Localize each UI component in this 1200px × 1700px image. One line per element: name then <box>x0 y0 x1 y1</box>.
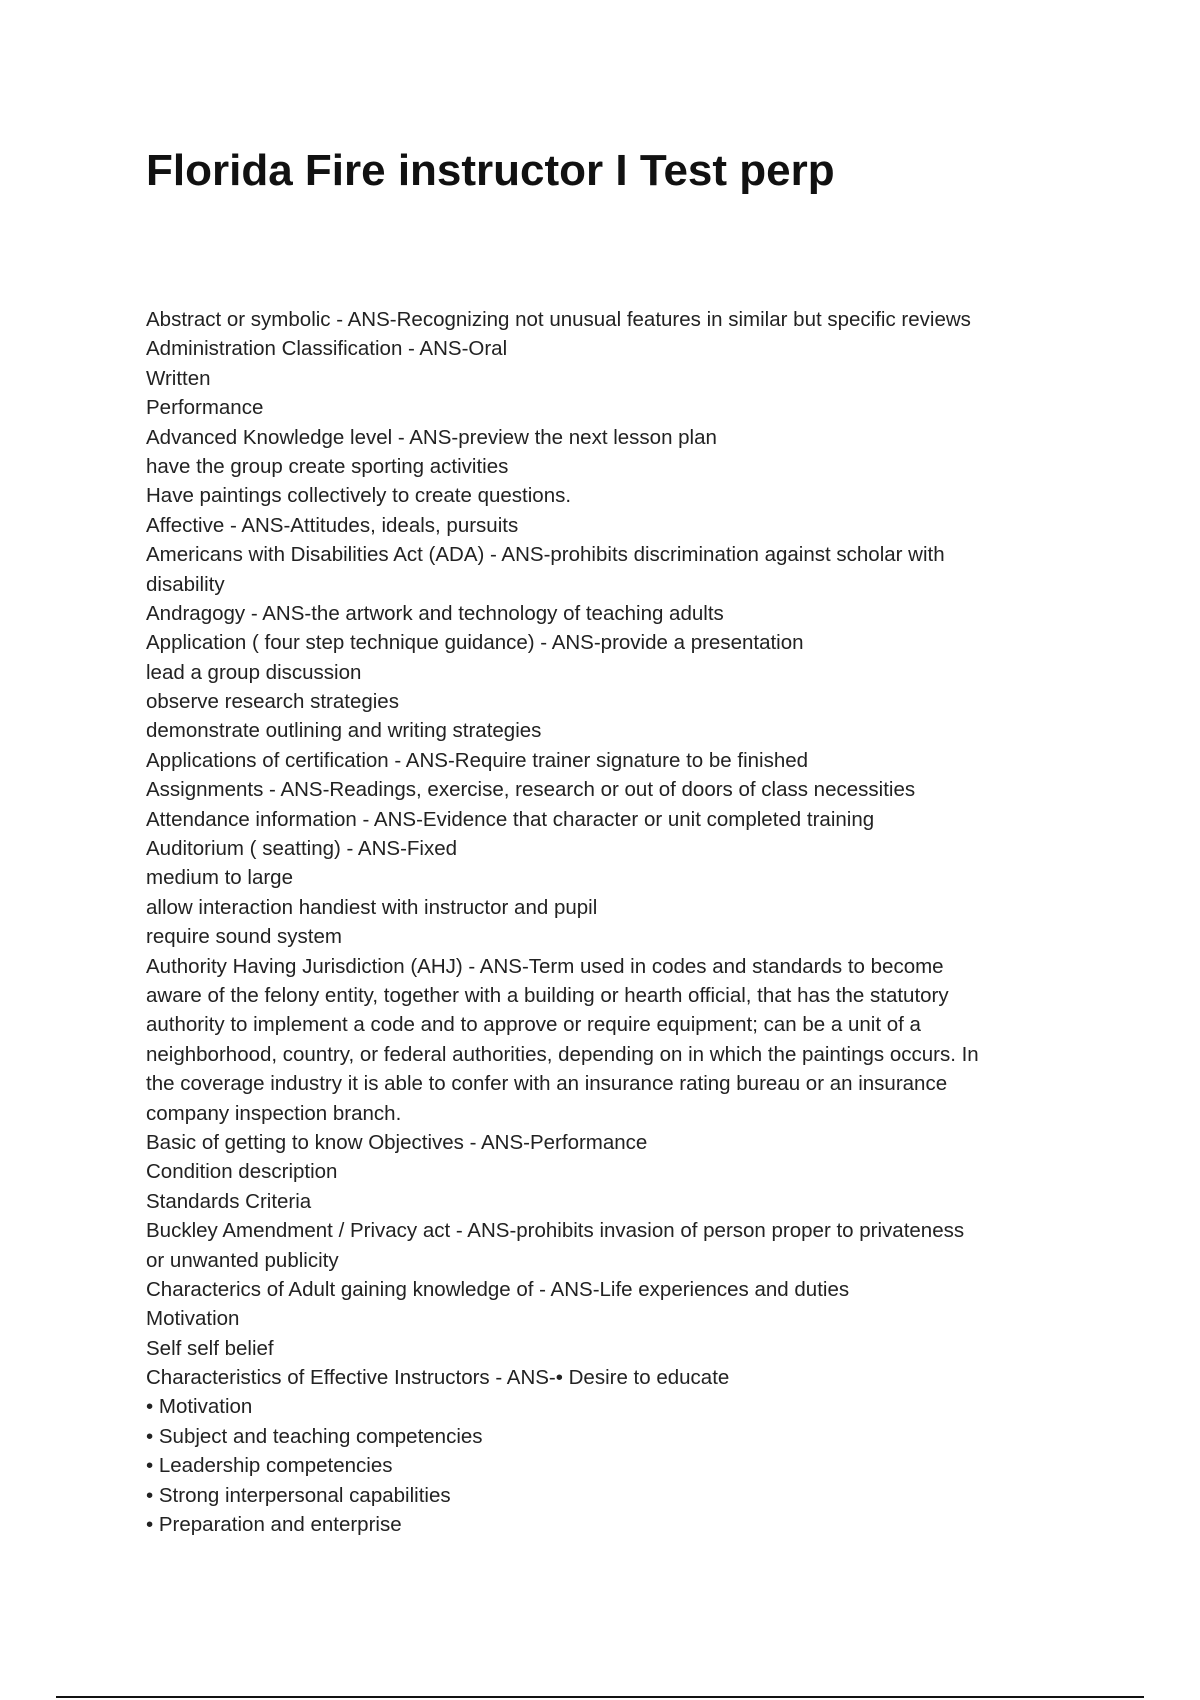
text-line: Buckley Amendment / Privacy act - ANS-prohibits invasion of person proper to privateness <box>146 1219 965 1243</box>
document-title: Florida Fire instructor I Test perp <box>146 146 835 195</box>
text-line: Have paintings collectively to create questions. <box>146 484 572 508</box>
text-line: neighborhood, country, or federal authorities, depending on in which the paintings occurs. In <box>146 1042 979 1066</box>
text-line: Written <box>146 366 211 390</box>
text-line: Applications of certification - ANS-Require trainer signature to be finished <box>146 748 809 772</box>
text-line: require sound system <box>146 925 342 949</box>
text-line: • Strong interpersonal capabilities <box>146 1483 451 1507</box>
text-line: Americans with Disabilities Act (ADA) - ANS-prohibits discrimination against scholar with <box>146 543 945 567</box>
text-line: Affective - ANS-Attitudes, ideals, pursuits <box>146 513 519 537</box>
text-line: Assignments - ANS-Readings, exercise, research or out of doors of class necessities <box>146 778 916 802</box>
text-line: Characterics of Adult gaining knowledge of - ANS-Life experiences and duties <box>146 1277 850 1301</box>
footer-divider <box>56 1696 1144 1698</box>
text-line: Auditorium ( seatting) - ANS-Fixed <box>146 837 458 861</box>
text-line: Standards Criteria <box>146 1189 312 1213</box>
text-line: Abstract or symbolic - ANS-Recognizing not unusual features in similar but specific reviews <box>146 308 971 331</box>
text-line: Characteristics of Effective Instructors - ANS-• Desire to educate <box>146 1366 730 1390</box>
text-line: Self self belief <box>146 1336 274 1360</box>
text-line: allow interaction handiest with instructor and pupil <box>146 895 598 919</box>
document-body <box>146 305 1066 1539</box>
text-line: Motivation <box>146 1307 240 1331</box>
text-line: medium to large <box>146 866 293 890</box>
text-line: • Motivation <box>146 1395 253 1419</box>
text-line: lead a group discussion <box>146 660 362 684</box>
text-line: Advanced Knowledge level - ANS-preview the next lesson plan <box>146 425 717 449</box>
text-line: Authority Having Jurisdiction (AHJ) - ANS-Term used in codes and standards to become <box>146 954 944 978</box>
text-line: company inspection branch. <box>146 1101 402 1125</box>
text-line: Basic of getting to know Objectives - ANS-Performance <box>146 1130 648 1154</box>
text-line: aware of the felony entity, together with a building or hearth official, that has the statutory <box>146 983 949 1007</box>
text-line: Administration Classification - ANS-Oral <box>146 337 508 361</box>
text-line: Condition description <box>146 1160 338 1184</box>
text-line: Performance <box>146 396 264 420</box>
text-line: • Subject and teaching competencies <box>146 1424 483 1448</box>
text-line: have the group create sporting activities <box>146 454 509 478</box>
text-line: • Preparation and enterprise <box>146 1513 402 1537</box>
text-line: the coverage industry it is able to confer with an insurance rating bureau or an insurance <box>146 1072 948 1096</box>
text-line: authority to implement a code and to approve or require equipment; can be a unit of a <box>146 1013 921 1037</box>
text-line: or unwanted publicity <box>146 1248 339 1272</box>
text-line: Attendance information - ANS-Evidence that character or unit completed training <box>146 807 875 831</box>
text-line: Andragogy - ANS-the artwork and technology of teaching adults <box>146 601 724 625</box>
text-line: Application ( four step technique guidance) - ANS-provide a presentation <box>146 631 804 655</box>
text-line: • Leadership competencies <box>146 1454 393 1478</box>
text-line: observe research strategies <box>146 690 399 714</box>
text-line: disability <box>146 572 225 596</box>
text-line: demonstrate outlining and writing strategies <box>146 719 542 743</box>
